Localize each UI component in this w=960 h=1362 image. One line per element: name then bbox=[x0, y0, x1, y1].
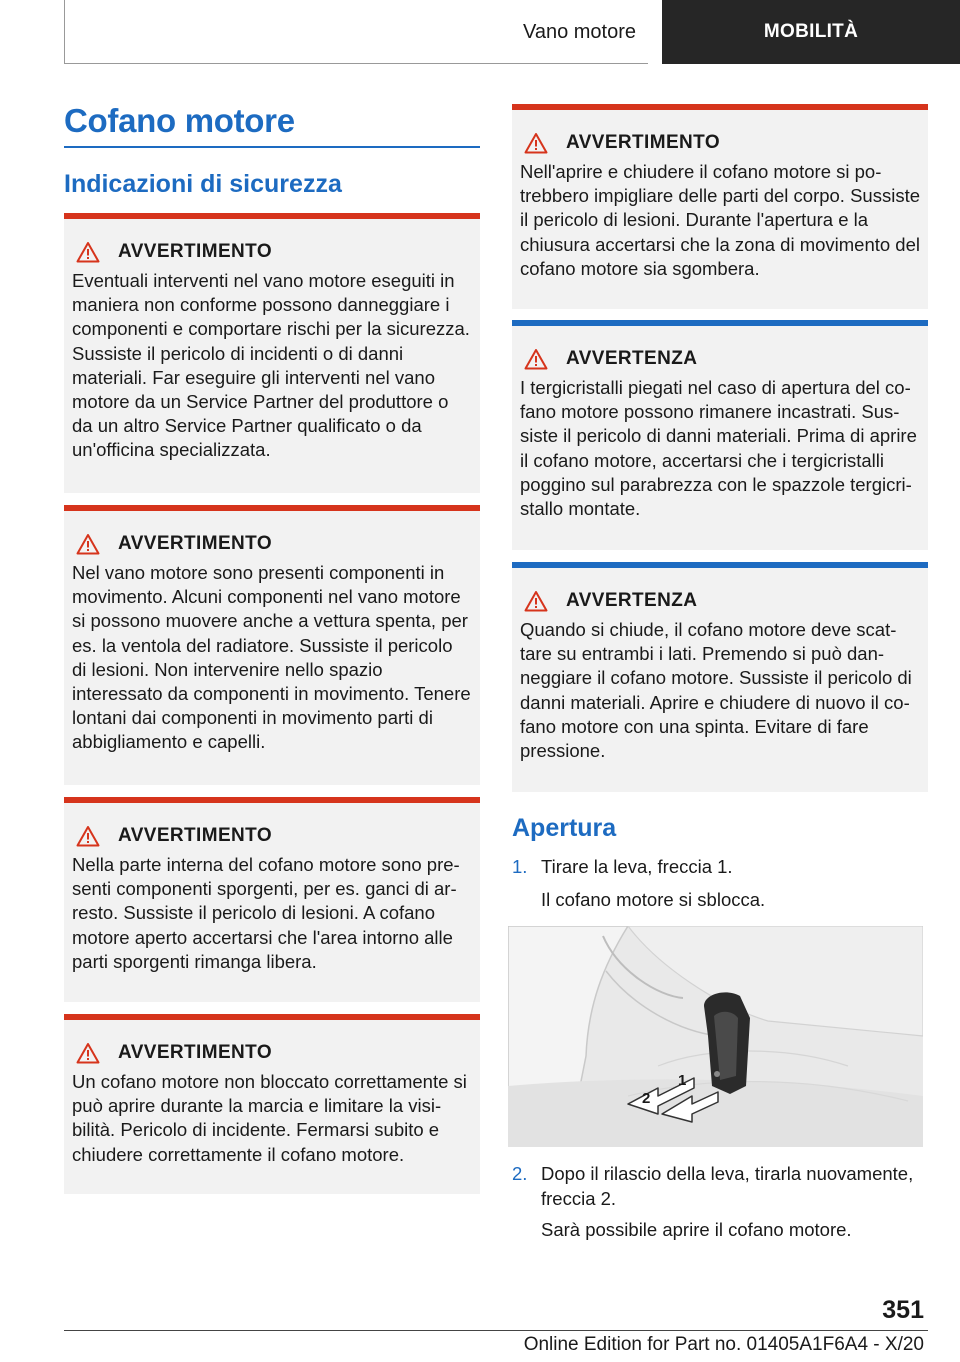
caution-triangle-icon bbox=[524, 348, 548, 370]
page-number: 351 bbox=[882, 1296, 924, 1324]
warning-text: Nell'aprire e chiudere il cofano motore si potrebbero impigliare delle parti del corpo. Sussiste il pericolo di lesioni. Durante l'apertura e la chiusura accertarsi che la zona di movimento del cofano motore sia sgombera. bbox=[520, 161, 921, 279]
warning-label: AVVERTIMENTO bbox=[118, 533, 272, 554]
caution-label: AVVERTENZA bbox=[566, 348, 698, 369]
caution-box-title bbox=[520, 590, 920, 612]
warning-text: Nel vano motore sono presenti componenti in movimento. Alcuni componenti nel vano motore si possono muovere anche a vettura spenta, per es. la ventola del radiatore. Sussiste il pericolo di lesioni. Non intervenire nello spazio interessato da componenti in movimento. Tenere lontani dai componenti in movimento parti di abbigliamento e capelli. bbox=[72, 562, 471, 753]
warning-box bbox=[64, 213, 480, 493]
warning-text: Nella parte interna del cofano motore sono presenti componenti sporgenti, per es. ganci di arresto. Sussiste il pericolo di lesioni. A cofano motore aperto accertarsi che l'area intorno alle parti sporgenti rimanga libera. bbox=[72, 854, 460, 972]
section-heading-opening: Apertura bbox=[512, 814, 617, 842]
warning-box bbox=[64, 797, 480, 1002]
caution-box-title bbox=[520, 348, 920, 370]
title-rule bbox=[64, 146, 480, 148]
caution-label: AVVERTENZA bbox=[566, 590, 698, 611]
warning-box-title bbox=[72, 241, 472, 263]
warning-box-title bbox=[72, 1042, 472, 1064]
caution-triangle-icon bbox=[524, 590, 548, 612]
caution-text: Quando si chiude, il cofano motore deve scattare su entrambi i lati. Premendo si può danneggiare il cofano motore. Sussiste il pericolo di danni materiali. Aprire e chiudere di nuovo il cofano motore con una spinta. Evitare di fare pressione. bbox=[520, 619, 912, 762]
warning-triangle-icon bbox=[76, 825, 100, 847]
step-text: Dopo il rilascio della leva, tirarla nuovamente, freccia 2. bbox=[541, 1163, 914, 1209]
warning-label: AVVERTIMENTO bbox=[118, 825, 272, 846]
warning-triangle-icon bbox=[524, 132, 548, 154]
step-number: 1. bbox=[512, 856, 528, 877]
header-chapter-tab: MOBILITÀ bbox=[662, 0, 960, 64]
header-section-title: Vano motore bbox=[522, 20, 636, 43]
caution-box bbox=[512, 320, 928, 550]
warning-label: AVVERTIMENTO bbox=[566, 132, 720, 153]
section-subtitle: Indicazioni di sicurezza bbox=[64, 170, 342, 198]
warning-triangle-icon bbox=[76, 533, 100, 555]
step-number: 2. bbox=[512, 1163, 528, 1184]
step-text: Tirare la leva, freccia 1. bbox=[541, 856, 733, 877]
arrow-label-1: 1 bbox=[678, 1072, 687, 1089]
arrow-label-2: 2 bbox=[642, 1090, 651, 1107]
footer-edition-text: Online Edition for Part no. 01405A1F6A4 - X/20 bbox=[523, 1334, 924, 1355]
hood-release-lever-illustration bbox=[508, 926, 923, 1147]
warning-box-title bbox=[520, 132, 920, 154]
caution-box bbox=[512, 562, 928, 792]
warning-triangle-icon bbox=[76, 1042, 100, 1064]
warning-box-title bbox=[72, 533, 472, 555]
warning-box bbox=[512, 104, 928, 309]
lever-drawing bbox=[508, 926, 923, 1147]
warning-text: Un cofano motore non bloccato correttamente si può aprire durante la marcia e limitare la visibilità. Pericolo di incidente. Fermarsi subito e chiudere correttamente il cofano motore. bbox=[72, 1071, 467, 1165]
caution-text: I tergicristalli piegati nel caso di apertura del cofano motore possono rimanere incastrati. Sussiste il pericolo di danni materiali. Prima di aprire il cofano motore, accertarsi che i tergicristalli poggino sul parabrezza con le spazzole tergicristallo montate. bbox=[520, 377, 917, 520]
warning-label: AVVERTIMENTO bbox=[118, 1042, 272, 1063]
step-result: Il cofano motore si sblocca. bbox=[541, 889, 766, 910]
warning-label: AVVERTIMENTO bbox=[118, 241, 272, 262]
warning-text: Eventuali interventi nel vano motore eseguiti in maniera non conforme possono danneggiare i componenti e comportare rischi per la sicurezza. Sussiste il pericolo di incidenti o di danni materiali. Far eseguire gli interventi nel vano motore da un Service Partner del produttore o da un altro Service Partner qualificato o da un'officina specializzata. bbox=[72, 270, 470, 461]
warning-box bbox=[64, 505, 480, 785]
step-result: Sarà possibile aprire il cofano motore. bbox=[541, 1219, 852, 1240]
footer-rule bbox=[64, 1330, 928, 1331]
warning-box bbox=[64, 1014, 480, 1194]
warning-triangle-icon bbox=[76, 241, 100, 263]
warning-box-title bbox=[72, 825, 472, 847]
page-title: Cofano motore bbox=[64, 102, 295, 139]
